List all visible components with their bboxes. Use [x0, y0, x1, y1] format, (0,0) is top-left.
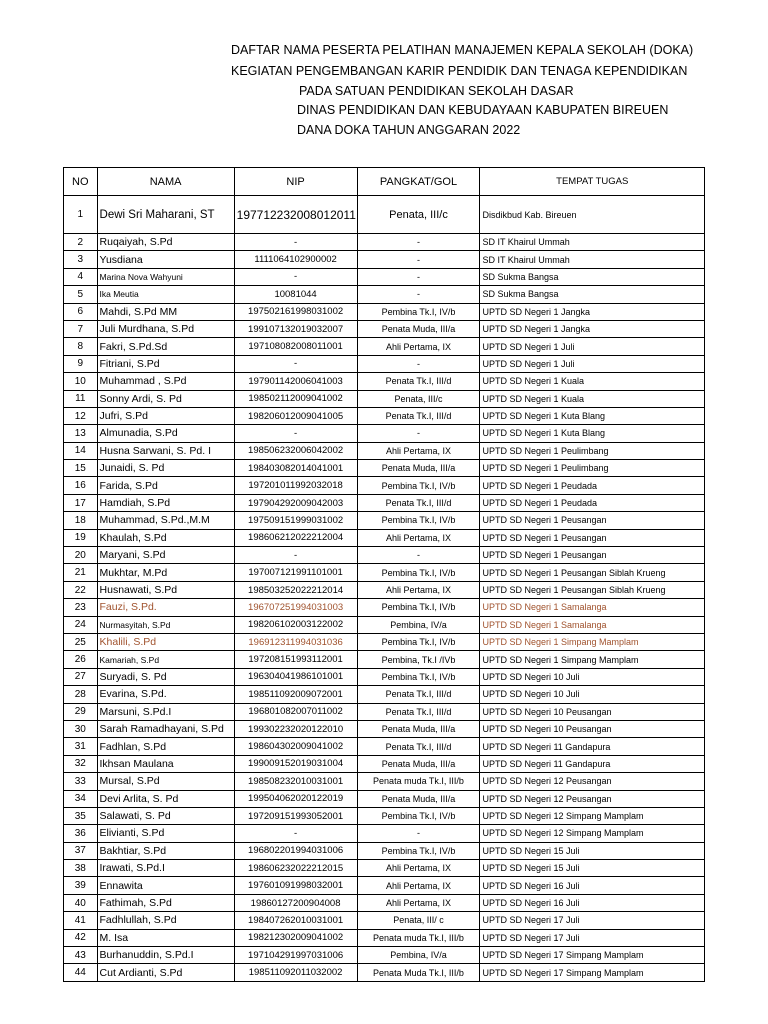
- row-nip: 197104291997031006: [234, 947, 357, 964]
- row-tempat: UPTD SD Negeri 12 Simpang Mamplam: [480, 807, 705, 824]
- table-row: [64, 234, 705, 251]
- row-pangkat: Pembina Tk.I, IV/b: [357, 668, 480, 685]
- table-row: [64, 477, 705, 494]
- row-tempat: UPTD SD Negeri 15 Juli: [480, 860, 705, 877]
- row-tempat: UPTD SD Negeri 1 Peulimbang: [480, 460, 705, 477]
- row-pangkat: Penata Tk.I, III/d: [357, 407, 480, 424]
- row-pangkat: -: [357, 547, 480, 564]
- row-nip: 198511092009072001: [234, 686, 357, 703]
- row-nama: Juli Murdhana, S.Pd: [97, 320, 234, 337]
- row-nama: Hamdiah, S.Pd: [97, 494, 234, 511]
- row-nama: Cut Ardianti, S.Pd: [97, 964, 234, 981]
- row-pangkat: Ahli Pertama, IX: [357, 338, 480, 355]
- row-no: 15: [64, 460, 98, 477]
- row-tempat: UPTD SD Negeri 1 Kuala: [480, 390, 705, 407]
- table-header-row: [64, 168, 705, 196]
- row-nip: 197712232008012011: [234, 196, 357, 234]
- row-tempat: UPTD SD Negeri 1 Juli: [480, 338, 705, 355]
- table-row: [64, 842, 705, 859]
- row-nama: Husnawati, S.Pd: [97, 581, 234, 598]
- table-row: [64, 929, 705, 946]
- row-nama: Yusdiana: [97, 251, 234, 268]
- table-row: [64, 668, 705, 685]
- row-pangkat: Penata Muda, III/a: [357, 460, 480, 477]
- row-pangkat: Ahli Pertama, IX: [357, 529, 480, 546]
- row-no: 18: [64, 512, 98, 529]
- row-nama: Evarina, S.Pd.: [97, 686, 234, 703]
- row-nip: 197904292009042003: [234, 494, 357, 511]
- table-row: [64, 686, 705, 703]
- row-pangkat: Pembina Tk.I, IV/b: [357, 633, 480, 650]
- row-pangkat: Penata, III/ c: [357, 912, 480, 929]
- row-no: 38: [64, 860, 98, 877]
- row-pangkat: Penata Tk.I, III/d: [357, 494, 480, 511]
- row-no: 9: [64, 355, 98, 372]
- table-row: [64, 355, 705, 372]
- row-nip: -: [234, 355, 357, 372]
- row-no: 34: [64, 790, 98, 807]
- row-no: 1: [64, 196, 98, 234]
- row-pangkat: Ahli Pertama, IX: [357, 894, 480, 911]
- row-nip: 197509151999031002: [234, 512, 357, 529]
- table-row: [64, 251, 705, 268]
- table-row: [64, 407, 705, 424]
- row-nama: Sarah Ramadhayani, S.Pd: [97, 720, 234, 737]
- row-no: 30: [64, 720, 98, 737]
- row-nama: Burhanuddin, S.Pd.I: [97, 947, 234, 964]
- row-no: 39: [64, 877, 98, 894]
- row-no: 7: [64, 320, 98, 337]
- table-row: [64, 755, 705, 772]
- row-tempat: UPTD SD Negeri 1 Kuala: [480, 373, 705, 390]
- row-nama: Bakhtiar, S.Pd: [97, 842, 234, 859]
- row-nama: Fadhlullah, S.Pd: [97, 912, 234, 929]
- row-no: 24: [64, 616, 98, 633]
- row-nip: 197209151993052001: [234, 807, 357, 824]
- row-nama: Mahdi, S.Pd MM: [97, 303, 234, 320]
- row-nip: 197901142006041003: [234, 373, 357, 390]
- row-tempat: UPTD SD Negeri 1 Peusangan Siblah Krueng: [480, 564, 705, 581]
- row-nip: 196304041986101001: [234, 668, 357, 685]
- table-row: [64, 460, 705, 477]
- row-nama: Marina Nova Wahyuni: [97, 268, 234, 285]
- row-pangkat: Ahli Pertama, IX: [357, 442, 480, 459]
- row-nip: 196802201994031006: [234, 842, 357, 859]
- row-nip: -: [234, 825, 357, 842]
- row-tempat: UPTD SD Negeri 17 Simpang Mamplam: [480, 947, 705, 964]
- row-no: 21: [64, 564, 98, 581]
- row-pangkat: Penata Muda, III/a: [357, 755, 480, 772]
- table-row: [64, 338, 705, 355]
- row-nip: 198206102003122002: [234, 616, 357, 633]
- row-tempat: UPTD SD Negeri 12 Simpang Mamplam: [480, 825, 705, 842]
- row-pangkat: Penata Tk.I, III/d: [357, 373, 480, 390]
- row-no: 17: [64, 494, 98, 511]
- table-row: [64, 651, 705, 668]
- row-nip: 196912311994031036: [234, 633, 357, 650]
- row-no: 20: [64, 547, 98, 564]
- row-nama: Maryani, S.Pd: [97, 547, 234, 564]
- row-nama: M. Isa: [97, 929, 234, 946]
- row-nip: 197502161998031002: [234, 303, 357, 320]
- table-row: [64, 894, 705, 911]
- table-row: [64, 947, 705, 964]
- row-no: 8: [64, 338, 98, 355]
- row-nip: -: [234, 234, 357, 251]
- row-no: 5: [64, 286, 98, 303]
- row-nip: 198508232010031001: [234, 773, 357, 790]
- row-tempat: UPTD SD Negeri 10 Peusangan: [480, 703, 705, 720]
- row-nip: 198212302009041002: [234, 929, 357, 946]
- row-nip: 198506232006042002: [234, 442, 357, 459]
- row-tempat: UPTD SD Negeri 1 Peusangan: [480, 547, 705, 564]
- row-pangkat: -: [357, 251, 480, 268]
- row-nip: 199504062020122019: [234, 790, 357, 807]
- table-row: [64, 912, 705, 929]
- row-pangkat: -: [357, 286, 480, 303]
- row-nama: Farida, S.Pd: [97, 477, 234, 494]
- row-tempat: UPTD SD Negeri 12 Peusangan: [480, 773, 705, 790]
- table-row: [64, 738, 705, 755]
- row-pangkat: Penata, III/c: [357, 390, 480, 407]
- table-row: [64, 860, 705, 877]
- row-nip: 198511092011032002: [234, 964, 357, 981]
- row-pangkat: -: [357, 234, 480, 251]
- row-pangkat: -: [357, 825, 480, 842]
- row-tempat: UPTD SD Negeri 16 Juli: [480, 894, 705, 911]
- row-nip: 199107132019032007: [234, 320, 357, 337]
- row-nama: Fakri, S.Pd.Sd: [97, 338, 234, 355]
- row-nama: Mukhtar, M.Pd: [97, 564, 234, 581]
- row-nama: Salawati, S. Pd: [97, 807, 234, 824]
- row-pangkat: Ahli Pertama, IX: [357, 581, 480, 598]
- row-pangkat: Pembina Tk.I, IV/b: [357, 599, 480, 616]
- row-pangkat: Penata muda Tk.I, III/b: [357, 773, 480, 790]
- row-tempat: UPTD SD Negeri 1 Simpang Mamplam: [480, 651, 705, 668]
- row-no: 27: [64, 668, 98, 685]
- row-tempat: UPTD SD Negeri 1 Peulimbang: [480, 442, 705, 459]
- row-nip: 199302232020122010: [234, 720, 357, 737]
- row-tempat: UPTD SD Negeri 17 Juli: [480, 929, 705, 946]
- row-tempat: UPTD SD Negeri 11 Gandapura: [480, 755, 705, 772]
- row-nip: 196801082007011002: [234, 703, 357, 720]
- row-nama: Irawati, S.Pd.I: [97, 860, 234, 877]
- row-no: 43: [64, 947, 98, 964]
- row-no: 12: [64, 407, 98, 424]
- row-no: 19: [64, 529, 98, 546]
- row-pangkat: Penata Tk.I, III/d: [357, 703, 480, 720]
- row-nama: Suryadi, S. Pd: [97, 668, 234, 685]
- row-nip: 1111064102900002: [234, 251, 357, 268]
- row-tempat: UPTD SD Negeri 15 Juli: [480, 842, 705, 859]
- row-no: 32: [64, 755, 98, 772]
- row-pangkat: -: [357, 268, 480, 285]
- row-tempat: SD Sukma Bangsa: [480, 286, 705, 303]
- row-pangkat: Pembina, IV/a: [357, 616, 480, 633]
- row-tempat: UPTD SD Negeri 12 Peusangan: [480, 790, 705, 807]
- row-pangkat: Pembina Tk.I, IV/b: [357, 564, 480, 581]
- table-row: [64, 268, 705, 285]
- row-nama: Ennawita: [97, 877, 234, 894]
- row-nama: Elivianti, S.Pd: [97, 825, 234, 842]
- row-tempat: UPTD SD Negeri 1 Jangka: [480, 303, 705, 320]
- table-row: [64, 547, 705, 564]
- row-nip: 198606232022212015: [234, 860, 357, 877]
- row-nama: Nurmasyitah, S.Pd: [97, 616, 234, 633]
- row-tempat: Disdikbud Kab. Bireuen: [480, 196, 705, 234]
- row-nip: 197007121991101001: [234, 564, 357, 581]
- col-header-nip: NIP: [234, 168, 357, 196]
- table-row: [64, 529, 705, 546]
- row-tempat: UPTD SD Negeri 1 Kuta Blang: [480, 425, 705, 442]
- row-nip: 198503252022212014: [234, 581, 357, 598]
- row-pangkat: Pembina Tk.I, IV/b: [357, 807, 480, 824]
- row-no: 37: [64, 842, 98, 859]
- row-tempat: UPTD SD Negeri 1 Samalanga: [480, 616, 705, 633]
- table-row: [64, 442, 705, 459]
- row-nip: -: [234, 268, 357, 285]
- row-nip: 197208151993112001: [234, 651, 357, 668]
- row-no: 13: [64, 425, 98, 442]
- row-tempat: SD IT Khairul Ummah: [480, 234, 705, 251]
- row-nama: Khalili, S.Pd: [97, 633, 234, 650]
- row-no: 41: [64, 912, 98, 929]
- row-pangkat: Pembina Tk.I, IV/b: [357, 477, 480, 494]
- row-nip: 198604302009041002: [234, 738, 357, 755]
- row-tempat: UPTD SD Negeri 1 Simpang Mamplam: [480, 633, 705, 650]
- row-tempat: UPTD SD Negeri 1 Kuta Blang: [480, 407, 705, 424]
- row-nama: Khaulah, S.Pd: [97, 529, 234, 546]
- row-nama: Mursal, S.Pd: [97, 773, 234, 790]
- row-pangkat: Penata, III/c: [357, 196, 480, 234]
- row-pangkat: Penata Muda, III/a: [357, 320, 480, 337]
- table-row: [64, 196, 705, 234]
- table-row: [64, 320, 705, 337]
- row-nip: 198502112009041002: [234, 390, 357, 407]
- row-nama: Dewi Sri Maharani, ST: [97, 196, 234, 234]
- row-nama: Fitriani, S.Pd: [97, 355, 234, 372]
- row-tempat: UPTD SD Negeri 1 Peudada: [480, 494, 705, 511]
- row-pangkat: -: [357, 355, 480, 372]
- table-row: [64, 425, 705, 442]
- row-no: 22: [64, 581, 98, 598]
- table-row: [64, 720, 705, 737]
- row-nama: Kamariah, S.Pd: [97, 651, 234, 668]
- row-nama: Muhammad , S.Pd: [97, 373, 234, 390]
- row-nama: Ikhsan Maulana: [97, 755, 234, 772]
- table-row: [64, 616, 705, 633]
- row-no: 31: [64, 738, 98, 755]
- table-row: [64, 373, 705, 390]
- row-nip: 19860127200904008: [234, 894, 357, 911]
- row-nip: 197201011992032018: [234, 477, 357, 494]
- row-no: 28: [64, 686, 98, 703]
- row-no: 42: [64, 929, 98, 946]
- row-nama: Junaidi, S. Pd: [97, 460, 234, 477]
- row-pangkat: Ahli Pertama, IX: [357, 860, 480, 877]
- row-pangkat: -: [357, 425, 480, 442]
- row-nip: 10081044: [234, 286, 357, 303]
- row-nama: Husna Sarwani, S. Pd. I: [97, 442, 234, 459]
- row-nip: 198407262010031001: [234, 912, 357, 929]
- row-pangkat: Pembina Tk.I, IV/b: [357, 303, 480, 320]
- row-nama: Fathimah, S.Pd: [97, 894, 234, 911]
- table-row: [64, 825, 705, 842]
- table-row: [64, 633, 705, 650]
- row-no: 16: [64, 477, 98, 494]
- row-no: 23: [64, 599, 98, 616]
- row-tempat: SD Sukma Bangsa: [480, 268, 705, 285]
- row-no: 40: [64, 894, 98, 911]
- row-tempat: UPTD SD Negeri 1 Jangka: [480, 320, 705, 337]
- row-nama: Fauzi, S.Pd.: [97, 599, 234, 616]
- table-row: [64, 286, 705, 303]
- row-tempat: UPTD SD Negeri 1 Peusangan: [480, 529, 705, 546]
- row-pangkat: Penata Tk.I, III/d: [357, 738, 480, 755]
- row-tempat: SD IT Khairul Ummah: [480, 251, 705, 268]
- col-header-pangkat: PANGKAT/GOL: [357, 168, 480, 196]
- row-nama: Almunadia, S.Pd: [97, 425, 234, 442]
- row-no: 10: [64, 373, 98, 390]
- row-nama: Sonny Ardi, S. Pd: [97, 390, 234, 407]
- table-body: [64, 196, 705, 982]
- row-no: 11: [64, 390, 98, 407]
- row-tempat: UPTD SD Negeri 17 Juli: [480, 912, 705, 929]
- row-no: 14: [64, 442, 98, 459]
- row-pangkat: Penata Muda, III/a: [357, 720, 480, 737]
- row-pangkat: Penata Muda Tk.I, III/b: [357, 964, 480, 981]
- table-row: [64, 581, 705, 598]
- row-no: 36: [64, 825, 98, 842]
- row-pangkat: Ahli Pertama, IX: [357, 877, 480, 894]
- row-nip: 198206012009041005: [234, 407, 357, 424]
- title-line-5: DANA DOKA TAHUN ANGGARAN 2022: [297, 123, 521, 137]
- row-tempat: UPTD SD Negeri 17 Simpang Mamplam: [480, 964, 705, 981]
- row-tempat: UPTD SD Negeri 1 Peusangan Siblah Krueng: [480, 581, 705, 598]
- row-pangkat: Penata muda Tk.I, III/b: [357, 929, 480, 946]
- row-tempat: UPTD SD Negeri 11 Gandapura: [480, 738, 705, 755]
- title-line-1: DAFTAR NAMA PESERTA PELATIHAN MANAJEMEN KEPALA SEKOLAH (DOKA): [231, 43, 694, 57]
- title-line-2: KEGIATAN PENGEMBANGAN KARIR PENDIDIK DAN TENAGA KEPENDIDIKAN: [231, 64, 688, 78]
- row-tempat: UPTD SD Negeri 1 Samalanga: [480, 599, 705, 616]
- row-nip: 197108082008011001: [234, 338, 357, 355]
- row-no: 26: [64, 651, 98, 668]
- row-tempat: UPTD SD Negeri 1 Peudada: [480, 477, 705, 494]
- col-header-nama: NAMA: [97, 168, 234, 196]
- row-no: 2: [64, 234, 98, 251]
- row-nama: Ruqaiyah, S.Pd: [97, 234, 234, 251]
- row-nip: 199009152019031004: [234, 755, 357, 772]
- table-row: [64, 807, 705, 824]
- table-row: [64, 877, 705, 894]
- row-pangkat: Penata Tk.I, III/d: [357, 686, 480, 703]
- row-nip: -: [234, 547, 357, 564]
- title-line-4: DINAS PENDIDIKAN DAN KEBUDAYAAN KABUPATEN BIREUEN: [297, 103, 669, 117]
- table-row: [64, 790, 705, 807]
- row-nip: 197601091998032001: [234, 877, 357, 894]
- table-row: [64, 494, 705, 511]
- row-tempat: UPTD SD Negeri 10 Peusangan: [480, 720, 705, 737]
- table-row: [64, 703, 705, 720]
- row-nip: 198403082014041001: [234, 460, 357, 477]
- row-tempat: UPTD SD Negeri 10 Juli: [480, 686, 705, 703]
- row-pangkat: Penata Muda, III/a: [357, 790, 480, 807]
- table-row: [64, 964, 705, 981]
- table-row: [64, 599, 705, 616]
- row-pangkat: Pembina Tk.I, IV/b: [357, 842, 480, 859]
- row-nip: -: [234, 425, 357, 442]
- row-nama: Fadhlan, S.Pd: [97, 738, 234, 755]
- table-row: [64, 303, 705, 320]
- row-nama: Muhammad, S.Pd.,M.M: [97, 512, 234, 529]
- col-header-tempat: TEMPAT TUGAS: [480, 168, 705, 196]
- row-no: 3: [64, 251, 98, 268]
- row-no: 44: [64, 964, 98, 981]
- row-no: 25: [64, 633, 98, 650]
- table-row: [64, 773, 705, 790]
- row-nama: Devi Arlita, S. Pd: [97, 790, 234, 807]
- row-tempat: UPTD SD Negeri 16 Juli: [480, 877, 705, 894]
- row-nip: 196707251994031003: [234, 599, 357, 616]
- row-pangkat: Pembina, Tk.I /IVb: [357, 651, 480, 668]
- row-tempat: UPTD SD Negeri 10 Juli: [480, 668, 705, 685]
- table-row: [64, 512, 705, 529]
- col-header-no: NO: [64, 168, 98, 196]
- row-no: 35: [64, 807, 98, 824]
- table-row: [64, 390, 705, 407]
- row-nip: 198606212022212004: [234, 529, 357, 546]
- row-no: 4: [64, 268, 98, 285]
- row-no: 33: [64, 773, 98, 790]
- row-pangkat: Pembina Tk.I, IV/b: [357, 512, 480, 529]
- table-row: [64, 564, 705, 581]
- participants-table: [63, 167, 705, 982]
- row-no: 29: [64, 703, 98, 720]
- title-line-3: PADA SATUAN PENDIDIKAN SEKOLAH DASAR: [299, 84, 574, 98]
- row-nama: Marsuni, S.Pd.I: [97, 703, 234, 720]
- row-nama: Ika Meutia: [97, 286, 234, 303]
- row-tempat: UPTD SD Negeri 1 Juli: [480, 355, 705, 372]
- row-no: 6: [64, 303, 98, 320]
- row-nama: Jufri, S.Pd: [97, 407, 234, 424]
- row-pangkat: Pembina, IV/a: [357, 947, 480, 964]
- row-tempat: UPTD SD Negeri 1 Peusangan: [480, 512, 705, 529]
